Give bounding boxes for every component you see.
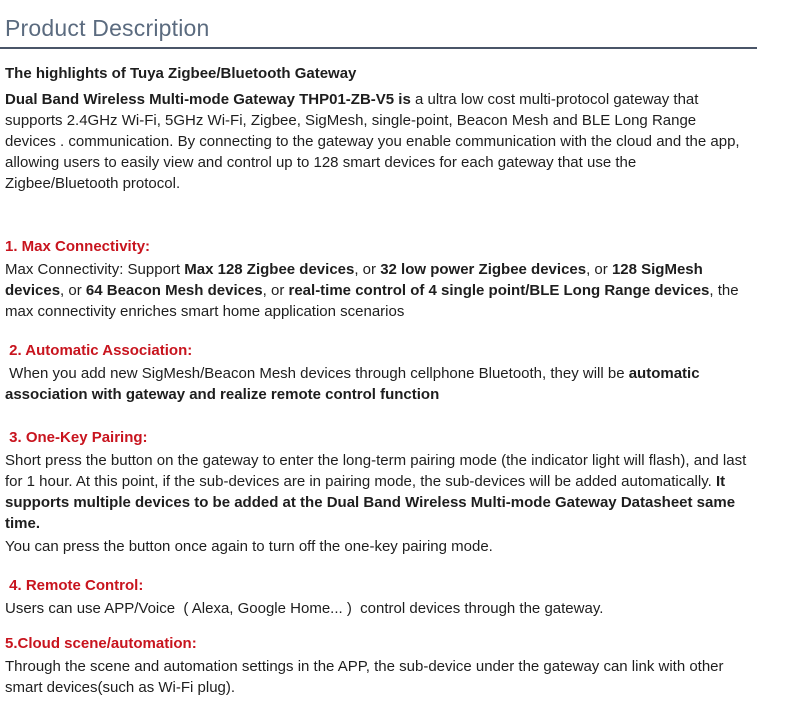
section-one-key-pairing [5,427,753,557]
description-content [0,63,800,698]
section-heading-remote-control: 4. Remote Control: [5,577,144,594]
section-cloud-scene-automation [5,633,753,698]
intro-heading: The highlights of Tuya Zigbee/Bluetooth Gateway [5,65,357,82]
section-paragraph: Short press the button on the gateway to enter the long-term pairing mode (the indicator light will flash), and last for 1 hour. At this point, if the sub-devices are in pairing mode, the sub-devices will be added automatically. It supports multiple devices to be added at the Dual Band Wireless Multi-mode Gateway Datasheet same time. [5,452,751,532]
title-divider [0,47,757,49]
intro-paragraph: Dual Band Wireless Multi-mode Gateway THP01-ZB-V5 is a ultra low cost multi-protocol gateway that supports 2.4GHz Wi-Fi, 5GHz Wi-Fi, Zigbee, SigMesh, single-point, Beacon Mesh and BLE Long Range devices . communication. By connecting to the gateway you enable communication with the cloud and the app, allowing users to easily view and control up to 128 smart devices for each gateway that use the Zigbee/Bluetooth protocol. [5,91,744,192]
section-paragraph: Through the scene and automation settings in the APP, the sub-device under the gateway can link with other smart devices(such as Wi-Fi plug). [5,658,728,696]
section-heading-cloud-scene-automation: 5.Cloud scene/automation: [5,635,197,652]
section-heading-max-connectivity: 1. Max Connectivity: [5,238,151,255]
section-paragraph: Users can use APP/Voice ( Alexa, Google Home... ) control devices through the gateway. [5,600,604,617]
section-paragraph: When you add new SigMesh/Beacon Mesh devices through cellphone Bluetooth, they will be automatic association with gateway and realize remote control function [5,365,704,403]
section-max-connectivity [5,236,753,322]
section-paragraph: You can press the button once again to turn off the one-key pairing mode. [5,538,493,555]
section-automatic-association [5,340,753,405]
section-remote-control [5,575,753,619]
page-title: Product Description [5,15,210,41]
section-heading-one-key-pairing: 3. One-Key Pairing: [5,429,148,446]
section-heading-automatic-association: 2. Automatic Association: [5,342,193,359]
section-paragraph: Max Connectivity: Support Max 128 Zigbee devices, or 32 low power Zigbee devices, or 128 SigMesh devices, or 64 Beacon Mesh devices, or real-time control of 4 single point/BLE Long Range devices, the max connectivity enriches smart home application scenarios [5,261,743,320]
